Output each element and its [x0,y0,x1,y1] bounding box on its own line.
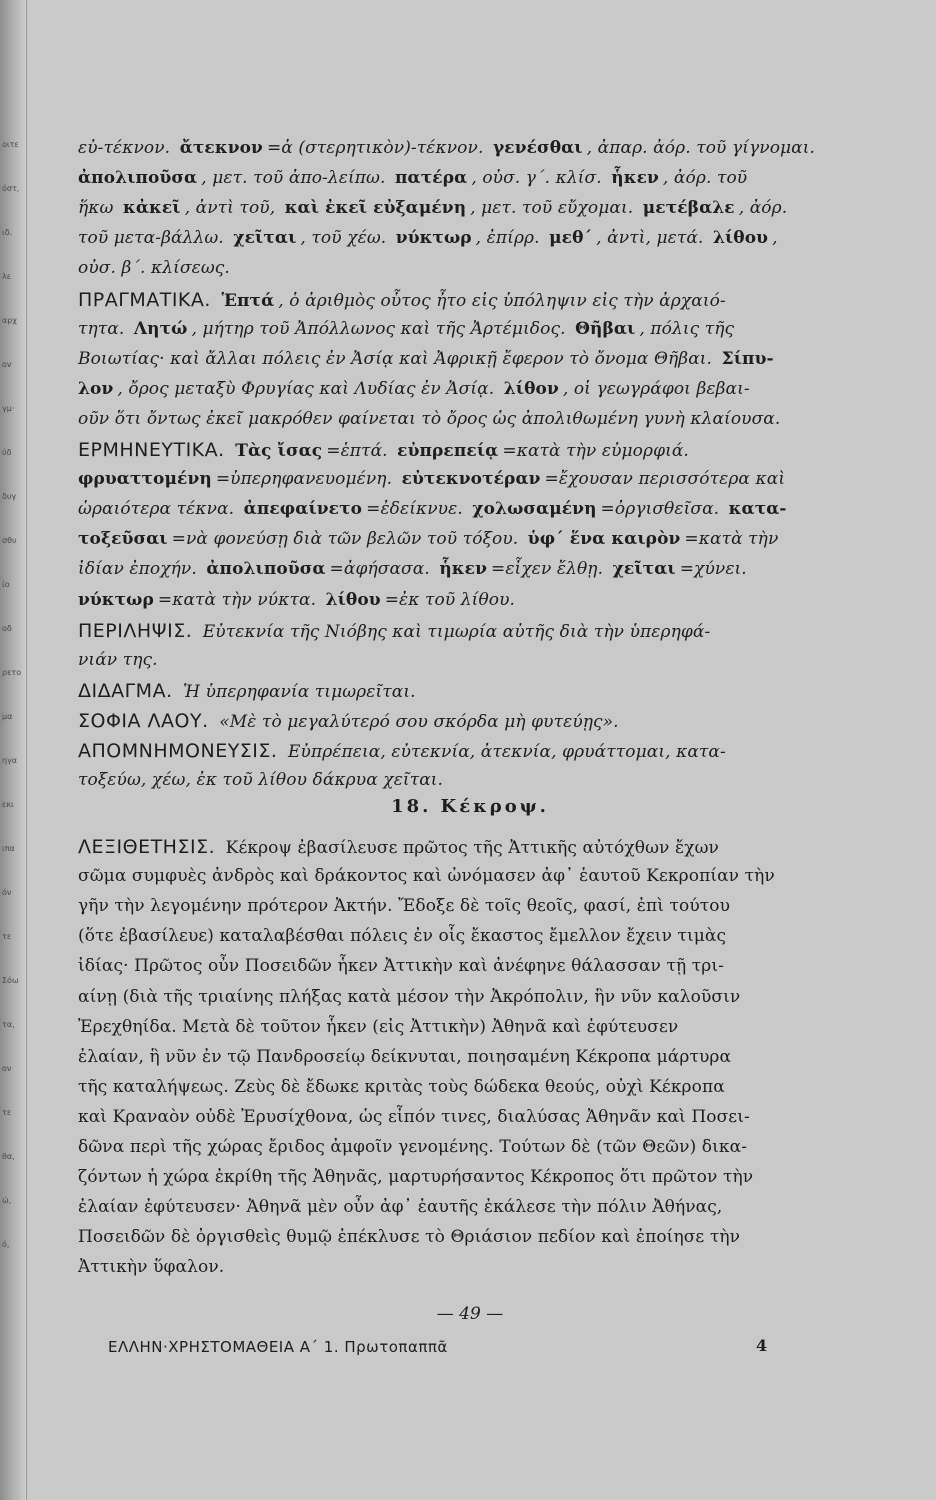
edge-fragment: ον [2,1064,12,1073]
body-segment: Ἐρεχθηίδα. Μετὰ δὲ τοῦτον ἧκεν (εἰς Ἀττικὴν) Ἀθηνᾶ καὶ ἐφύτευσεν [78,1016,679,1037]
note-segment: κἀκεῖ [123,198,181,219]
body-line [78,926,886,946]
body-line [78,1137,886,1157]
body-line [78,1017,886,1037]
note-segment: ἧκεν [439,559,487,580]
body-line [78,956,886,976]
note-segment: τητα. [78,318,130,339]
note-segment: οὐσ. β΄. κλίσεως. [78,258,230,279]
body-segment: Ἀττικὴν ὕφαλον. [78,1257,225,1278]
body-line [78,1047,886,1067]
note-segment: ἀπολιποῦσα [78,168,198,189]
note-segment: ὡραιότερα τέκνα. [78,499,240,520]
note-segment: φρυαττομένη [78,469,212,490]
edge-fragment: αρχ [2,316,17,325]
note-segment: =νὰ φονεύσῃ διὰ τῶν βελῶν τοῦ τόξου. [171,529,524,550]
note-segment: , ἀντὶ, μετά. [596,228,709,249]
note-segment: εὐ-τέκνον. [78,138,176,158]
edge-fragment: τα, [2,1020,15,1029]
note-segment: , ἀντὶ τοῦ, [184,198,281,219]
body-line [78,1077,886,1097]
body-line [78,1107,886,1127]
note-line [78,499,886,519]
note-line [78,439,886,461]
edge-fragment: ρετο [2,668,22,677]
note-line [78,469,886,489]
note-segment: λον [78,378,114,399]
note-segment: χεῖται [612,559,676,580]
note-segment: =ἐκ τοῦ λίθου. [384,589,516,610]
note-segment: μεθ΄ [549,228,593,249]
note-segment: μετέβαλε [642,198,735,219]
note-segment: λίθου [712,228,769,249]
note-segment: , πόλις τῆς [639,318,735,339]
note-segment: λίθον [503,378,559,399]
body-segment: γῆν τὴν λεγομένην πρότερον Ἀκτήν. Ἔδοξε δὲ τοῖς θεοῖς, φασί, ἐπὶ τούτου [78,896,731,917]
note-segment: Σίπυ- [721,348,774,369]
body-line [78,896,886,916]
note-segment: , τοῦ χέω. [300,228,392,249]
note-segment: =κατὰ τὴν νύκτα. [157,589,322,610]
edge-fragment: ιδ. [2,228,13,237]
note-segment: χολωσαμένη [472,499,597,520]
note-line [78,770,886,790]
note-segment: ΣΟΦΙΑ ΛΑΟΥ. [78,709,216,732]
note-segment: εὐτεκνοτέραν [401,469,541,490]
note-line [78,258,886,278]
note-line [78,379,886,399]
note-line [78,198,886,218]
note-segment: ἀπολιποῦσα [206,559,326,580]
note-segment: , ἀπαρ. ἀόρ. τοῦ γίγνομαι. [586,138,816,158]
edge-fragment: τε [2,932,12,941]
note-segment: , μήτηρ τοῦ Ἀπόλλωνος καὶ τῆς Ἀρτέμιδος. [191,318,572,339]
note-line [78,710,886,732]
page-number: — 49 — [436,1304,504,1324]
note-line [78,409,886,429]
note-segment: , μετ. τοῦ εὔχομαι. [470,198,639,219]
note-segment: τοξεύω, χέω, ἐκ τοῦ λίθου δάκρυα χεῖται. [78,770,444,791]
edge-fragment: γμ· [2,404,15,413]
note-segment: , ἐπίρρ. [475,228,546,249]
note-segment: ΔΙΔΑΓΜΑ. [78,679,180,702]
note-segment: τοῦ μετα-βάλλω. [78,228,230,249]
body-segment: σῶμα συμφυὲς ἀνδρὸς καὶ δράκοντος καὶ ὠνόμασεν ἀφ᾽ ἑαυτοῦ Κεκροπίαν τὴν [78,866,775,887]
note-segment: =ἐδείκνυε. [366,499,469,520]
body-line [78,836,886,858]
note-segment: Τὰς ἴσας [235,441,323,461]
note-segment: =ὑπερηφανευομένη. [215,469,398,490]
edge-fragment: θα, [2,1152,15,1161]
note-segment: ΠΡΑΓΜΑΤΙΚΑ. [78,288,218,311]
section-title: 18. Κέκροψ. [391,796,549,817]
edge-fragment: οιτε [2,140,19,149]
note-segment: , ἀόρ. τοῦ [662,168,748,189]
note-line [78,620,886,642]
edge-fragment: ώ, [2,1196,12,1205]
body-line [78,866,886,886]
note-segment: Ἑπτά [221,290,275,311]
note-segment: Ἡ ὑπερηφανία τιμωρεῖται. [183,681,416,702]
edge-fragment: εκι [2,800,14,809]
note-segment: ΑΠΟΜΝΗΜΟΝΕΥΣΙΣ. [78,740,284,762]
note-line [78,319,886,339]
body-segment: ἐλαίαν ἐφύτευσεν· Ἀθηνᾶ μὲν οὖν ἀφ᾽ ἑαυτῆς ἐκάλεσε τὴν πόλιν Ἀθήνας, [78,1197,723,1218]
adjacent-page-edge [0,0,27,1500]
note-segment: , οἱ γεωγράφοι βεβαι- [562,378,750,399]
note-segment: ὑφ΄ ἕνα καιρὸν [527,529,681,550]
edge-fragment: ύδ [2,448,12,457]
note-segment: =ἔχουσαν περισσότερα καὶ [544,469,786,490]
note-segment: ἧκεν [611,168,659,189]
note-segment: , ὁ ἀριθμὸς οὗτος ἦτο εἰς ὑπόληψιν εἰς τὴν ἀρχαιό- [278,290,726,311]
body-segment: Κέκροψ ἐβασίλευσε πρῶτος τῆς Ἀττικῆς αὐτόχθων ἔχων [225,838,719,858]
edge-fragment: τε [2,1108,12,1117]
note-segment: οῦν ὅτι ὄντως ἐκεῖ μακρόθεν φαίνεται τὸ ὄρος ὡς ἀπολιθωμένη γυνὴ κλαίουσα. [78,408,781,429]
note-segment: λίθου [325,589,381,610]
note-segment: νύκτωρ [395,228,472,249]
note-segment: ΕΡΜΗΝΕΥΤΙΚΑ. [78,439,232,461]
note-segment: =ἀ (στερητικὸν)-τέκνον. [266,138,489,158]
book-page [56,0,884,1500]
body-line [78,1257,886,1277]
note-segment: =χύνει. [679,559,747,580]
edge-fragment: ό, [2,1240,10,1249]
edge-fragment: λε [2,272,12,281]
note-segment: πατέρα [395,168,468,189]
note-line [78,740,886,762]
edge-fragment: ηγα [2,756,18,765]
edge-fragment: οδ [2,624,12,633]
note-segment: ἥκω [78,198,119,219]
note-segment: Θῆβαι [575,318,636,339]
body-segment: Ποσειδῶν δὲ ὀργισθεὶς θυμῷ ἐπέκλυσε τὸ Θριάσιον πεδίον καὶ ἐποίησε τὴν [78,1227,741,1248]
note-segment: ἀπεφαίνετο [243,499,363,520]
body-line [78,1197,886,1217]
note-segment: , [772,228,778,249]
note-line [78,680,886,702]
note-line [78,590,886,610]
note-segment: νιάν της. [78,649,158,670]
note-segment: , οὐσ. γ΄. κλίσ. [471,168,608,189]
body-segment: δῶνα περὶ τῆς χώρας ἔριδος ἀμφοῖν γενομένης. Τούτων δὲ (τῶν Θεῶν) δικα- [78,1137,748,1157]
edge-fragment: όν [2,888,12,897]
note-line [78,289,886,311]
note-segment: «Μὲ τὸ μεγαλύτερό σου σκόρδα μὴ φυτεύῃς». [219,711,619,732]
body-segment: τῆς καταλήψεως. Ζεὺς δὲ ἔδωκε κριτὰς τοὺς δώδεκα θεούς, οὐχὶ Κέκροπα [78,1076,725,1097]
body-line [78,1227,886,1247]
body-segment: ΛΕΞΙΘΕΤΗΣΙΣ. [78,836,222,858]
note-segment: =ἑπτά. [326,441,394,461]
body-segment: αίνῃ (διὰ τῆς τριαίνης πλήξας κατὰ μέσον τὴν Ἀκρόπολιν, ἣν νῦν καλοῦσιν [78,986,741,1007]
note-segment: Εὐτεκνία τῆς Νιόβης καὶ τιμωρία αὐτῆς διὰ τὴν ὑπερηφά- [202,621,711,642]
edge-fragment: μα [2,712,13,721]
note-line [78,529,886,549]
note-line [78,650,886,670]
note-segment: ἰδίαν ἐποχήν. [78,559,203,580]
note-segment: χεῖται [233,228,297,249]
edge-fragment: ov [2,360,12,369]
note-segment: γενέσθαι [492,138,583,158]
edge-fragment: δυγ [2,492,17,501]
edge-fragment: ιπα [2,844,15,853]
note-segment: καὶ ἐκεῖ εὐξαμένη [284,198,467,219]
body-segment: (ὅτε ἐβασίλευε) καταλαβέσθαι πόλεις ἐν οἷς ἔκαστος ἔμελλον ἔχειν τιμὰς [78,926,727,947]
edge-fragment: σθυ [2,536,17,545]
note-segment: =ὀργισθεῖσα. [600,499,725,520]
note-segment: Βοιωτίας· καὶ ἄλλαι πόλεις ἐν Ἀσίᾳ καὶ Ἀφρικῇ ἔφερον τὸ ὄνομα Θῆβαι. [78,348,718,369]
note-segment: κατα- [728,499,787,520]
note-segment: ἄτεκνον [179,138,263,158]
edge-fragment: όστ, [2,184,20,193]
edge-fragment: Σόω [2,976,19,985]
footer-right: 4 [756,1336,768,1355]
body-segment: καὶ Κραναὸν οὐδὲ Ἐρυσίχθονα, ὡς εἶπόν τινες, διαλύσας Ἀθηνᾶν καὶ Ποσει- [78,1106,750,1127]
note-segment: , μετ. τοῦ ἀπο-λείπω. [201,168,392,189]
body-line [78,1167,886,1187]
note-segment: , ὄρος μεταξὺ Φρυγίας καὶ Λυδίας ἐν Ἀσίᾳ. [117,378,500,399]
footer-left: ΕΛΛΗΝ·ΧΡΗΣΤΟΜΑΘΕΙΑ Α΄ 1. Πρωτοπαππᾶ [108,1338,448,1356]
note-segment: , ἀόρ. [738,198,788,219]
note-segment: Εὐπρέπεια, εὐτεκνία, ἀτεκνία, φρυάττομαι, κατα- [288,742,726,762]
note-segment: =κατὰ τὴν εὐμορφιά. [502,441,689,461]
body-line [78,987,886,1007]
edge-fragment: ίο [2,580,10,589]
note-segment: ΠΕΡΙΛΗΨΙΣ. [78,619,199,642]
note-line [78,168,886,188]
note-segment: =ἀφήσασα. [329,559,436,580]
note-segment: =κατὰ τὴν [684,529,779,550]
note-segment: εὐπρεπείᾳ [397,441,499,461]
note-line [78,228,886,248]
note-line [78,559,886,579]
note-segment: νύκτωρ [78,589,154,610]
note-line [78,349,886,369]
note-segment: =εἶχεν ἔλθῃ. [490,559,609,580]
body-segment: ἰδίας· Πρῶτος οὖν Ποσειδῶν ἧκεν Ἀττικὴν καὶ ἀνέφηνε θάλασσαν τῇ τρι- [78,956,724,977]
note-segment: Λητώ [133,318,188,339]
body-segment: ζόντων ἡ χώρα ἐκρίθη τῆς Ἀθηνᾶς, μαρτυρήσαντος Κέκροπος ὅτι πρῶτον τὴν [78,1167,754,1188]
body-segment: ἐλαίαν, ἣ νῦν ἐν τῷ Πανδροσείῳ δείκνυται, ποιησαμένη Κέκροπα μάρτυρα [78,1046,732,1067]
note-segment: τοξεῦσαι [78,529,168,550]
note-line [78,138,886,158]
